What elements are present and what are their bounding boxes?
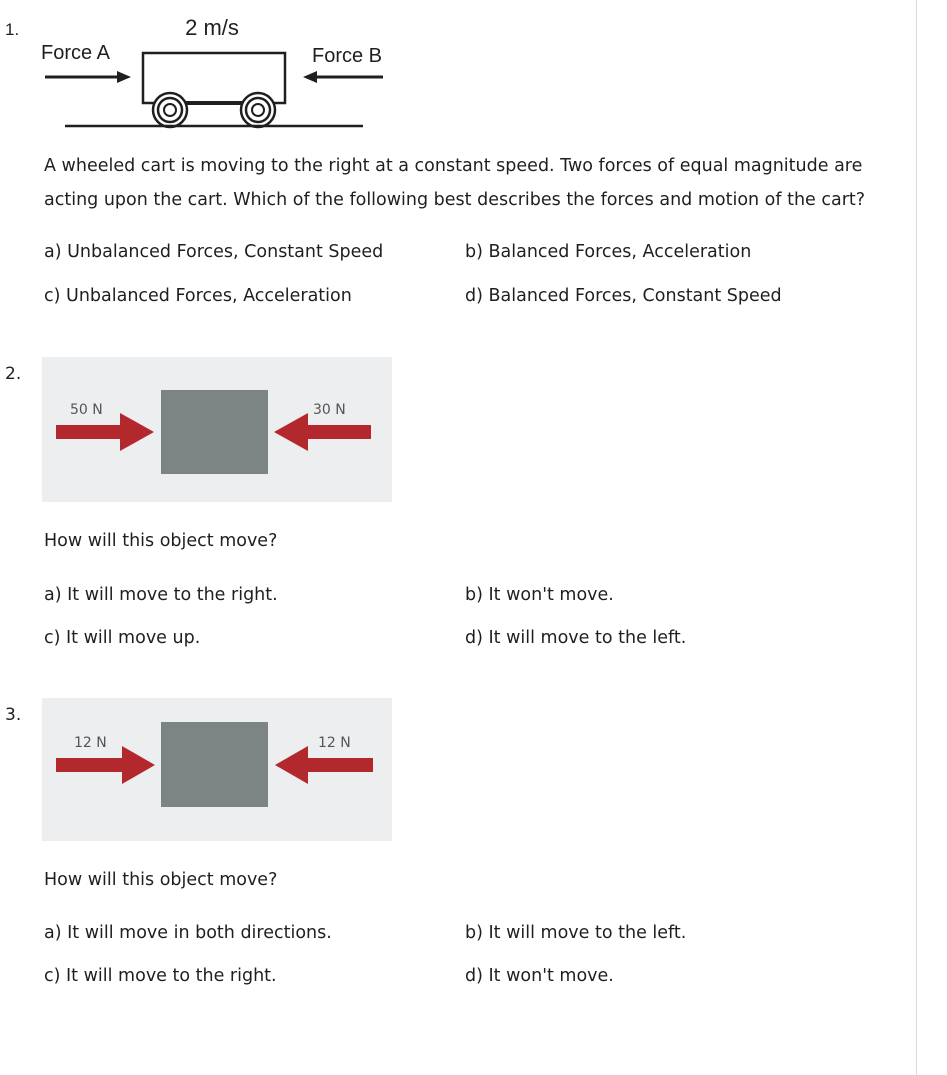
speed-label: 2 m/s [185, 15, 239, 40]
left-force-label: 12 N [74, 735, 107, 751]
question-1-text [44, 149, 865, 217]
object-box [161, 722, 268, 807]
forces-diagram-2 [42, 357, 392, 502]
force-b-arrow [303, 71, 383, 83]
q3-option-c[interactable]: c) It will move to the right. [44, 966, 277, 986]
cart-wheel-left [153, 93, 187, 127]
q3-option-d[interactable]: d) It won't move. [465, 966, 614, 986]
question-1-text-line2: acting upon the cart. Which of the following best describes the forces and motion of the cart? [44, 190, 866, 210]
q1-option-b[interactable]: b) Balanced Forces, Acceleration [465, 242, 752, 262]
q3-option-b[interactable]: b) It will move to the left. [465, 923, 687, 943]
object-box [161, 390, 268, 474]
cart-diagram [30, 8, 410, 133]
force-a-label: Force A [41, 42, 110, 64]
q1-option-c[interactable]: c) Unbalanced Forces, Acceleration [44, 286, 352, 306]
page-right-border [916, 0, 917, 1075]
forces-diagram-3 [42, 698, 392, 841]
force-a-arrow [45, 71, 131, 83]
q2-option-a[interactable]: a) It will move to the right. [44, 585, 278, 605]
question-2-number: 2. [5, 364, 22, 384]
right-force-label: 30 N [313, 402, 346, 418]
question-1-text-line1: A wheeled cart is moving to the right at a constant speed. Two forces of equal magnitude are [44, 156, 863, 176]
force-b-label: Force B [312, 45, 383, 67]
cart-wheel-right [241, 93, 275, 127]
q3-option-a[interactable]: a) It will move in both directions. [44, 923, 332, 943]
q1-option-d[interactable]: d) Balanced Forces, Constant Speed [465, 286, 782, 306]
question-1-number: 1. [5, 20, 20, 39]
question-3-number: 3. [5, 705, 22, 725]
q1-option-a[interactable]: a) Unbalanced Forces, Constant Speed [44, 242, 384, 262]
q2-option-b[interactable]: b) It won't move. [465, 585, 614, 605]
right-force-label: 12 N [318, 735, 351, 751]
left-force-label: 50 N [70, 402, 103, 418]
q2-option-c[interactable]: c) It will move up. [44, 628, 201, 648]
question-2-text: How will this object move? [44, 531, 278, 551]
question-3-text: How will this object move? [44, 870, 278, 890]
q2-option-d[interactable]: d) It will move to the left. [465, 628, 687, 648]
